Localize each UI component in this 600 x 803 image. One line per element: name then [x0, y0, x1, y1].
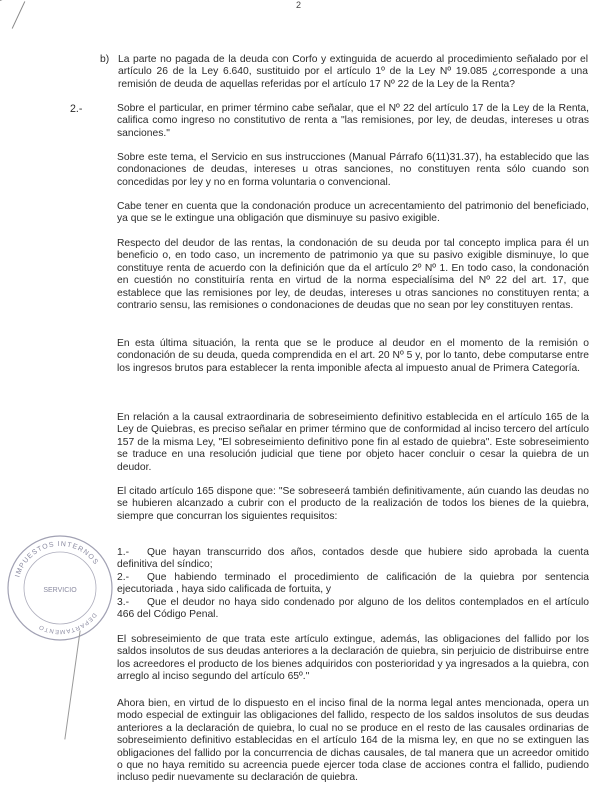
requirement-number: 1.- — [117, 547, 130, 558]
stamp-bottom-text: DEPARTAMENTO — [37, 611, 98, 635]
corner-scan-mark — [0, 0, 68, 24]
stamp-center-text: SERVICIO — [43, 587, 77, 594]
paragraph-sobreseimiento-extingue: El sobreseimiento de que trata este artículo extingue, además, las obligaciones del fallido por los saldos insolutos de sus deudas anteriores a la declaración de quiebra, sin perjuicio de distribuirse entre los acreedores el producto de los bienes adquiridos con posterioridad y ya ingresados a la quiebra, con arreglo al inciso segundo del artículo 65º." — [117, 634, 589, 683]
page-number: 2 — [296, 0, 302, 10]
paragraph-articulo-165: El citado artículo 165 dispone que: "Se sobreseerá también definitivamente, aún cuando las deudas no se hubieren alcanzado a cubrir con el producto de la realización de todos los bienes de la quiebra, siempre que concurran los siguientes requisitos: — [117, 486, 589, 522]
paragraph-ultima-situacion: En esta última situación, la renta que se le produce al deudor en el momento de la remisión o condonación de su deuda, queda comprendida en el art. 20 Nº 5 y, por lo tanto, debe computarse entre los ingresos brutos para establecer la renta imponible afecta al impuesto anual de Primera Categoría. — [117, 338, 589, 374]
requirement-text: Que habiendo terminado el procedimiento de calificación de la quiebra por sentencia ejecutoriada , haya sido calificada de fortuita, y — [117, 572, 589, 596]
paragraph-deudor-rentas: Respecto del deudor de las rentas, la condonación de su deuda por tal concepto implica para él un beneficio o, en todo caso, un incremento de patrimonio ya que su pasivo exigible disminuye, lo que constituye renta de acuerdo con la definición que da el artículo 2º Nº 1. En todo caso, la condonación en cuestión no constituiría renta en virtud de la norma especialísima del Nº 22 del art. 17, que establece que las remisiones por ley, de deudas, intereses u otras sanciones no constituyen renta; a contrario sensu, las remisiones o condonaciones de deudas que no sean por ley constituyen rentas. — [117, 238, 589, 312]
requirement-2 — [117, 572, 589, 597]
stamp-top-text: IMPUESTOS INTERNOS — [14, 540, 100, 579]
requirement-1 — [117, 547, 589, 572]
section-number: 2.- — [70, 103, 83, 115]
item-b-question: La parte no pagada de la deuda con Corfo y extinguida de acuerdo al procedimiento señalado por el artículo 26 de la Ley 6.640, sustituido por el artículo 1º de la Ley Nº 19.085 ¿corresponde a una remisión de deuda de aquellas referidas por el artículo 17 Nº 22 de la Ley de la Renta? — [118, 54, 588, 90]
requirement-number: 3.- — [117, 597, 130, 608]
requirement-number: 2.- — [117, 572, 130, 583]
paragraph-causal-extraordinaria: En relación a la causal extraordinaria de sobreseimiento definitivo establecida en el artículo 165 de la Ley de Quiebras, es preciso señalar en primer término que de conformidad al inciso tercero del artículo 157 de la misma Ley, "El sobreseimiento definitivo pone fin al estado de quiebra". Este sobreseimiento se traduce en una resolución judicial que tiene por objeto hacer concluir o cesar la quiebra de un deudor. — [117, 412, 589, 473]
requirement-3 — [117, 597, 589, 622]
paragraph-servicio-instructions: Sobre este tema, el Servicio en sus instrucciones (Manual Párrafo 6(11)31.37), ha establecido que las condonaciones de deudas, intereses u otras sanciones, no constituyen renta sólo cuando son concedidas por ley y no en forma voluntaria o convencional. — [117, 152, 589, 188]
margin-pen-mark — [64, 630, 80, 739]
paragraph-renta-definition: Sobre el particular, en primer término cabe señalar, que el Nº 22 del artículo 17 de la Ley de la Renta, califica como ingreso no constitutivo de renta a "las remisiones, por ley, de deudas, intereses u otras sanciones." — [117, 103, 589, 139]
requirement-text: Que hayan transcurrido dos años, contados desde que hubiere sido aprobada la cuenta definitiva del síndico; — [117, 547, 589, 571]
official-stamp — [4, 532, 116, 644]
paragraph-ahora-bien: Ahora bien, en virtud de lo dispuesto en el inciso final de la norma legal antes mencionada, opera un modo especial de extinguir las obligaciones del fallido, respecto de los saldos insolutos de sus deudas anteriores a la declaración de quiebra, lo cual no se produce en el resto de las causales ordinarias de sobreseimiento definitivo establecidas en el artículo 164 de la misma ley, en que no se extinguen las obligaciones del fallido por la concurrencia de dichas causales, de tal manera que un acreedor omitido o que no haya remitido su acreencia puede ejercer toda clase de acciones contra el fallido, pudiendo incluso pedir nuevamente su declaración de quiebra. — [117, 698, 589, 784]
item-b-letter: b) — [100, 54, 110, 65]
requirement-text: Que el deudor no haya sido condenado por alguno de los delitos contemplados en el artículo 466 del Código Penal. — [117, 597, 589, 621]
paragraph-acrecentamiento: Cabe tener en cuenta que la condonación produce un acrecentamiento del patrimonio del beneficiado, ya que se le extingue una obligación que disminuye su pasivo exigible. — [117, 201, 589, 225]
